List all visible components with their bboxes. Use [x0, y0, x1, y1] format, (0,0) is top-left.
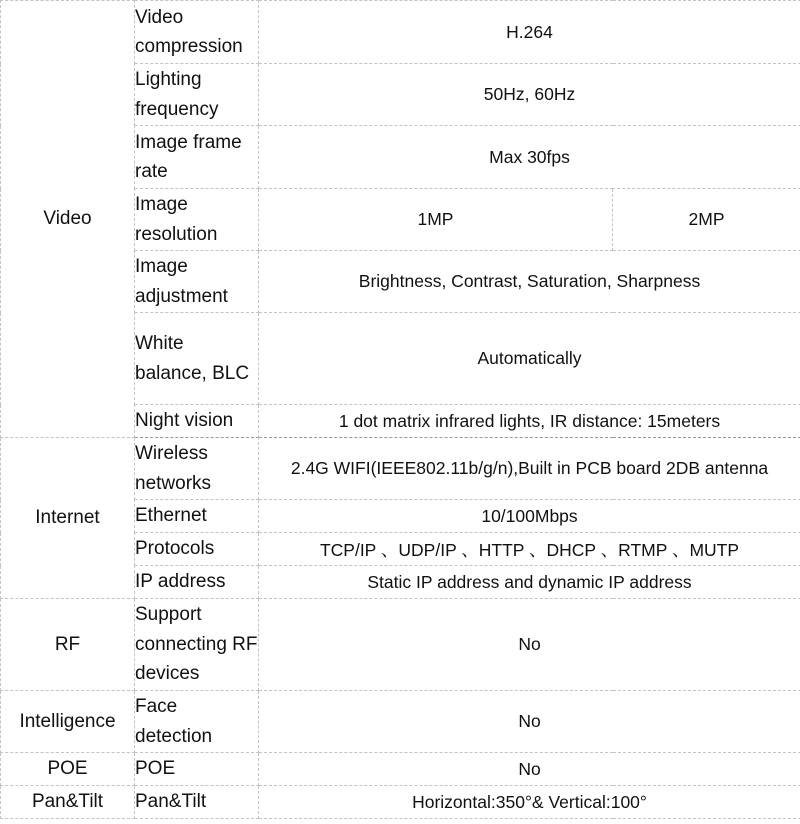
feature-value: TCP/IP 、UDP/IP 、HTTP 、DHCP 、RTMP 、MUTP: [259, 533, 800, 566]
feature-value: H.264: [259, 1, 800, 64]
feature-label: Support connecting RF devices: [135, 599, 259, 691]
feature-value: 50Hz, 60Hz: [259, 64, 800, 126]
category-poe: POE: [1, 753, 135, 786]
feature-value: Brightness, Contrast, Saturation, Sharpness: [259, 251, 800, 313]
feature-value: Max 30fps: [259, 126, 800, 189]
feature-label: Ethernet: [135, 500, 259, 533]
category-internet: Internet: [1, 438, 135, 599]
feature-value: 2.4G WIFI(IEEE802.11b/g/n),Built in PCB board 2DB antenna: [259, 438, 800, 500]
feature-value: Automatically: [259, 313, 800, 405]
feature-value: No: [259, 691, 800, 753]
feature-value-2mp: 2MP: [613, 189, 800, 251]
feature-label: Night vision: [135, 405, 259, 438]
feature-label: Pan&Tilt: [135, 786, 259, 819]
category-rf: RF: [1, 599, 135, 691]
feature-label: Protocols: [135, 533, 259, 566]
feature-value: 10/100Mbps: [259, 500, 800, 533]
feature-value: No: [259, 753, 800, 786]
table-row: [1, 691, 800, 753]
feature-label: IP address: [135, 566, 259, 599]
feature-label: POE: [135, 753, 259, 786]
feature-value-1mp: 1MP: [259, 189, 613, 251]
feature-label: Lighting frequency: [135, 64, 259, 126]
table-row: [1, 438, 800, 500]
table-row: [1, 786, 800, 819]
feature-label: Image resolution: [135, 189, 259, 251]
feature-label: Face detection: [135, 691, 259, 753]
category-intelligence: Intelligence: [1, 691, 135, 753]
feature-value: No: [259, 599, 800, 691]
feature-label: White balance, BLC: [135, 313, 259, 405]
feature-label: Video compression: [135, 1, 259, 64]
category-pantilt: Pan&Tilt: [1, 786, 135, 819]
table-row: [1, 599, 800, 691]
feature-value: Static IP address and dynamic IP address: [259, 566, 800, 599]
feature-label: Wireless networks: [135, 438, 259, 500]
category-video: Video: [1, 1, 135, 438]
table-row: [1, 753, 800, 786]
table-row: [1, 1, 800, 64]
feature-label: Image adjustment: [135, 251, 259, 313]
feature-value: 1 dot matrix infrared lights, IR distance: 15meters: [259, 405, 800, 438]
feature-value: Horizontal:350°& Vertical:100°: [259, 786, 800, 819]
feature-label: Image frame rate: [135, 126, 259, 189]
